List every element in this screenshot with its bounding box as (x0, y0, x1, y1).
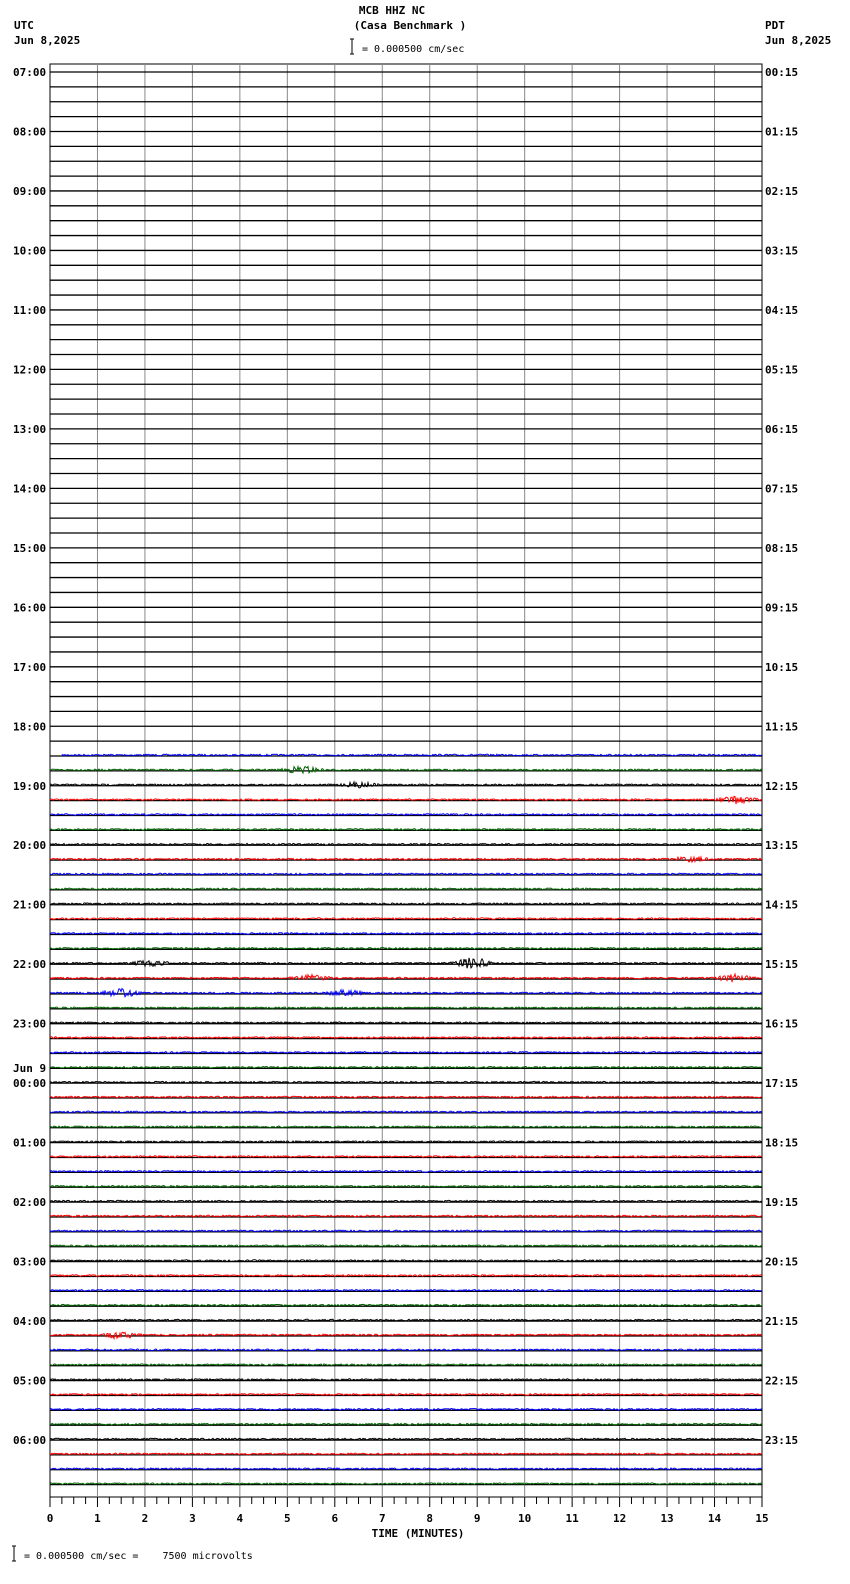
utc-hour-label: 05:00 (13, 1374, 47, 1388)
utc-hour-label: 01:00 (13, 1136, 47, 1150)
scale-bar-icon (350, 39, 354, 54)
utc-hour-label: 12:00 (13, 363, 47, 377)
local-hour-label: 11:15 (765, 720, 799, 734)
x-axis-label: TIME (MINUTES) (371, 1527, 465, 1540)
local-hour-label: 04:15 (765, 303, 799, 317)
utc-hour-label: 02:00 (13, 1196, 47, 1210)
local-hour-label: 22:15 (765, 1374, 799, 1388)
local-hour-label: 13:15 (765, 839, 799, 853)
local-hour-label: 06:15 (765, 422, 799, 436)
local-hour-label: 05:15 (765, 363, 799, 377)
seismic-trace (50, 782, 762, 788)
local-hour-label: 20:15 (765, 1255, 799, 1269)
x-tick-label: 4 (236, 1512, 244, 1525)
utc-hour-label: 21:00 (13, 898, 47, 912)
local-hour-label: 21:15 (765, 1315, 799, 1329)
utc-hour-label: 06:00 (13, 1434, 47, 1448)
station-title: MCB HHZ NC (358, 4, 426, 17)
local-hour-label: 03:15 (765, 244, 799, 258)
local-hour-label: 07:15 (765, 482, 799, 496)
utc-hour-label: 04:00 (13, 1315, 47, 1329)
left-date: Jun 8,2025 (14, 34, 81, 47)
seismic-trace (50, 1319, 762, 1321)
seismic-trace (50, 843, 762, 845)
local-hour-label: 09:15 (765, 601, 799, 615)
x-tick-label: 0 (46, 1512, 54, 1525)
seismic-trace (50, 1349, 762, 1351)
x-tick-label: 7 (378, 1512, 386, 1525)
x-tick-label: 1 (94, 1512, 101, 1525)
seismic-trace (50, 767, 762, 774)
seismic-trace (50, 903, 762, 905)
local-hour-label: 01:15 (765, 125, 799, 139)
seismic-trace (50, 974, 762, 982)
seismic-trace (50, 989, 762, 997)
x-tick-label: 9 (473, 1512, 481, 1525)
utc-hour-label: 13:00 (13, 422, 47, 436)
plot-frame (50, 64, 762, 1497)
local-hour-label: 10:15 (765, 660, 799, 674)
x-tick-label: 8 (426, 1512, 434, 1525)
x-tick-label: 2 (141, 1512, 149, 1525)
local-hour-label: 19:15 (765, 1196, 799, 1210)
footer-scale-bar-icon (12, 1546, 16, 1561)
utc-hour-label: 14:00 (13, 482, 47, 496)
utc-hour-label: 23:00 (13, 1017, 47, 1031)
local-hour-label: 12:15 (765, 779, 799, 793)
local-hour-label: 15:15 (765, 958, 799, 972)
utc-hour-label: 09:00 (13, 184, 47, 198)
utc-hour-label: 08:00 (13, 125, 47, 139)
x-tick-label: 5 (284, 1512, 291, 1525)
x-tick-label: 3 (189, 1512, 196, 1525)
utc-hour-label: 19:00 (13, 779, 47, 793)
local-hour-label: 18:15 (765, 1136, 799, 1150)
utc-hour-label: 10:00 (13, 244, 47, 258)
utc-hour-label: 18:00 (13, 720, 47, 734)
x-tick-label: 12 (612, 1512, 627, 1525)
seismic-trace (50, 857, 762, 862)
local-hour-label: 00:15 (765, 66, 799, 79)
utc-hour-label: 15:00 (13, 541, 47, 555)
station-location: (Casa Benchmark ) (353, 19, 467, 32)
utc-hour-label: 22:00 (13, 958, 47, 972)
utc-hour-label: 20:00 (13, 839, 47, 853)
scale-text: = 0.000500 cm/sec (362, 44, 465, 55)
local-hour-label: 02:15 (765, 184, 799, 198)
seismic-trace (50, 1141, 762, 1143)
seismic-trace (50, 1332, 762, 1338)
footer-scale-text: = 0.000500 cm/sec = 7500 microvolts (24, 1551, 253, 1562)
utc-hour-label: 17:00 (13, 660, 47, 674)
local-hour-label: 14:15 (765, 898, 799, 912)
x-tick-label: 14 (707, 1512, 722, 1525)
left-timezone: UTC (14, 19, 34, 32)
seismic-trace (50, 1186, 762, 1188)
utc-hour-label: 03:00 (13, 1255, 47, 1269)
utc-hour-label: 16:00 (13, 601, 47, 615)
local-hour-label: 08:15 (765, 541, 799, 555)
x-tick-label: 6 (331, 1512, 339, 1525)
utc-hour-label: 07:00 (13, 66, 47, 79)
x-tick-label: 13 (660, 1512, 674, 1525)
date-change-label: Jun 9 (13, 1062, 47, 1076)
utc-hour-label: 00:00 (13, 1077, 47, 1091)
seismic-trace (50, 958, 762, 968)
utc-hour-label: 11:00 (13, 303, 47, 317)
right-date: Jun 8,2025 (765, 34, 832, 47)
x-tick-label: 15 (755, 1512, 769, 1525)
local-hour-label: 17:15 (765, 1077, 799, 1091)
x-tick-label: 11 (565, 1512, 579, 1525)
right-timezone: PDT (765, 19, 785, 32)
seismic-trace (50, 1037, 762, 1039)
x-tick-label: 10 (518, 1512, 532, 1525)
local-hour-label: 16:15 (765, 1017, 799, 1031)
local-hour-label: 23:15 (765, 1434, 799, 1448)
